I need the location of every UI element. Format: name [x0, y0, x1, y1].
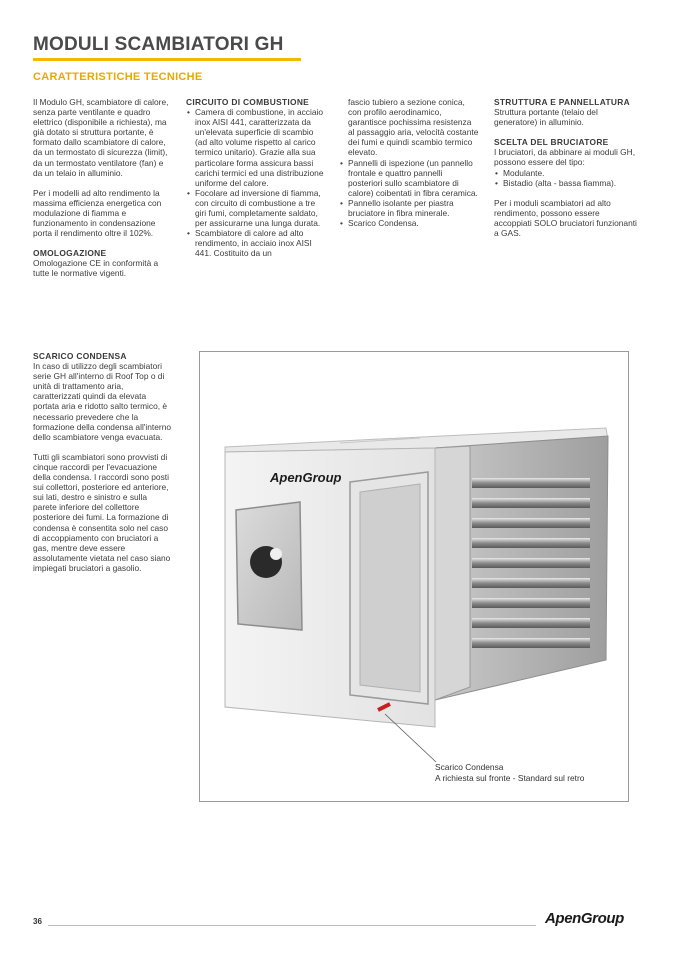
inspection-list: [339, 158, 479, 229]
condensa-paragraph-1: In caso di utilizzo degli scambiatori serie GH all'interno di Roof Top o di unità di trattamento aria, caratterizzati quindi da elevata portata aria e ridotto salto termico, è necessario prevedere che la formazione della condensa all'interno dello scambiatore venga evacuata.: [33, 361, 172, 442]
footer-divider: [48, 925, 536, 926]
intro-paragraph-2: Per i modelli ad alto rendimento la massima efficienza energetica con modulazione di fiamma e funzionamento in condensazione porta il rendimento oltre il 102%.: [33, 187, 162, 239]
bruciatore-heading: SCELTA DEL BRUCIATORE: [494, 137, 609, 148]
caption-line-1: Scarico Condensa: [435, 762, 504, 772]
combustion-list: [186, 107, 326, 258]
list-item: • Bistadio (alta - bassa fiamma).: [494, 178, 639, 188]
gas-text: Per i moduli scambiatori ad alto rendimento, possono essere accoppiati SOLO bruciatori funzionanti a GAS.: [494, 197, 637, 239]
condensa-heading: SCARICO CONDENSA: [33, 351, 127, 361]
text-column-combustion-cont: [339, 97, 479, 228]
tube-bundle: [472, 478, 590, 648]
combustion-heading: CIRCUITO DI COMBUSTIONE: [186, 97, 310, 107]
brand-name: ApenGroup: [545, 910, 624, 927]
heat-exchanger-illustration: [200, 352, 628, 801]
list-item: • Pannello isolante per piastra bruciatore in fibra minerale.: [339, 198, 479, 218]
product-photo-frame: [199, 351, 629, 802]
text-column-structure: [494, 97, 639, 248]
intro-paragraph-1: Il Modulo GH, scambiatore di calore, senza parte ventilante e quadro elettrico (disponibile a richiesta), ma già dotato si struttura portante, è formato dallo scambiatore di calore, da un termostato di sicurezza (limit), da un termostato ventilatore (fan) e da un telaio in alluminio.: [33, 97, 169, 178]
bruciatore-list: [494, 168, 639, 188]
text-column-intro: [33, 97, 173, 279]
condensa-paragraph-2: Tutti gli scambiatori sono provvisti di cinque raccordi per l'evacuazione della condensa. I raccordi sono posti sui collettori, posteriore ed anteriore, sui lati, destro e sinistro e sulla parete inferiore del collettore posteriore dei fumi. La formazione di condensa è consentita solo nel caso di accoppiamento con bruciatori a gas, mentre deve essere assolutamente vietata nel caso siano impiegati bruciatori a gasolio.: [33, 451, 171, 573]
bruciatore-text: I bruciatori, da abbinare ai moduli GH, possono essere del tipo:: [494, 147, 636, 168]
text-column-combustion: [186, 97, 326, 259]
caption-line-2: A richiesta sul fronte - Standard sul retro: [435, 773, 585, 783]
page-title: MODULI SCAMBIATORI GH: [33, 34, 284, 55]
text-column-condensa: [33, 351, 173, 583]
page-number: 36: [33, 917, 42, 926]
struttura-heading: STRUTTURA E PANNELLATURA: [494, 97, 630, 107]
list-item: • Scarico Condensa.: [339, 218, 479, 228]
list-item: • Camera di combustione, in acciaio inox AISI 441, caratterizzata da un'elevata superficie di scambio (ad alto volume rispetto al carico termico unitario). Grazie alla sua particolare forma assicura bassi carichi termici ed una distribuzione uniforme del calore.: [186, 107, 326, 188]
list-item: • Pannelli di ispezione (un pannello frontale e quattro pannelli posteriori sullo scambiatore di calore) coibentati in fibra ceramica.: [339, 158, 479, 198]
list-item: • Modulante.: [494, 168, 639, 178]
combustion-continuation: fascio tubiero a sezione conica, con profilo aerodinamico, garantisce pochissima resistenza al passaggio aria, velocità costante dei fumi e quindi scambio termico elevato.: [348, 97, 479, 158]
title-underline: [33, 58, 301, 61]
struttura-text: Struttura portante (telaio del generatore) in alluminio.: [494, 107, 598, 128]
photo-caption: [435, 762, 584, 784]
omologazione-heading: OMOLOGAZIONE: [33, 248, 107, 259]
footer-brand-logo: [545, 910, 624, 927]
section-subtitle: CARATTERISTICHE TECNICHE: [33, 71, 203, 83]
list-item: • Focolare ad inversione di fiamma, con circuito di combustione a tre giri fumi, completamente saldato, per assicurarne una lunga durata.: [186, 188, 326, 228]
omologazione-text: Omologazione CE in conformità a tutte le normative vigenti.: [33, 258, 159, 279]
list-item: • Scambiatore di calore ad alto rendimento, in acciaio inox AISI 441. Costituito da un: [186, 228, 326, 258]
unit-logo: ApenGroup: [270, 470, 342, 485]
